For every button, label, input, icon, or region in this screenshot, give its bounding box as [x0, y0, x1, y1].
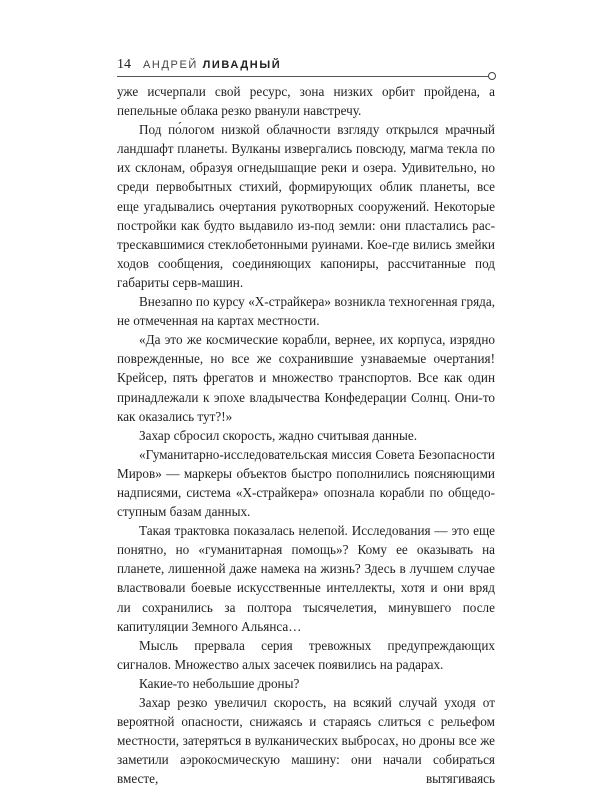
- paragraph: Какие-то небольшие дроны?: [139, 675, 300, 691]
- paragraph: «Да это же космические корабли, вернее, их корпуса, изрядно поврежденные, но все же сохранившие узнаваемые очертания! Крейсер, пять фрегатов и множество транспортов. Все как один принадлежали к эпохе владычества Конфедерации Солнц. Они-то как оказались тут?!»: [117, 332, 495, 424]
- header-rule: [117, 76, 489, 77]
- paragraph: Захар сбросил скорость, жадно считывая данные.: [139, 427, 418, 443]
- paragraph: Внезапно по курсу «Х-страйкера» возникла техногенная гряда, не отмеченная на картах местности.: [117, 294, 495, 329]
- running-header: [117, 57, 497, 81]
- running-head-author: [143, 59, 281, 71]
- paragraph: Мысль прервала серия тревожных предупреждающих сигналов. Множество алых засечек появились на радарах.: [117, 637, 495, 672]
- author-last-name: ЛИВАДНЫЙ: [202, 59, 282, 71]
- paragraph: уже исчерпали свой ресурс, зона низких орбит пройдена, а пепельные облака резко рванули навстречу.: [117, 84, 495, 119]
- page-number: 14: [117, 57, 131, 72]
- paragraph: Такая трактовка показалась нелепой. Исследования — это еще понятно, но «гуманитарная помощь»? Кому ее оказывать на планете, лишенной даже намека на жизнь? Здесь в лучшем случае властвовали боевые искусственные интеллекты, хотя и они вряд ли сохранились за полтора тысячелетия, минувшего после капитуляции Земного Альянса…: [117, 523, 495, 634]
- paragraph: «Гуманитарно-исследовательская миссия Совета Безопасности Миров» — маркеры объектов быстро пополнились поясняющими надписями, система «Х-страйкера» опознала корабли по общедоступным базам данных.: [117, 446, 495, 520]
- paragraph: Захар резко увеличил скорость, на всякий случай уходя от вероятной опасности, снижаясь и стараясь слиться с рельефом местности, затеряться в вулканических выбросах, но дроны все же заметили аэрокосмическую машину: они начали собираться вместе, вытягиваясь: [117, 695, 495, 787]
- paragraph: Под по́логом низкой облачности взгляду открылся мрачный ландшафт планеты. Вулканы извергались повсюду, магма текла по их склонам, образуя огнедышащие реки и озера. Удивительно, но среди первобытных стихий, формирующих облик планеты, все еще угадывались очертания рукотворных сооружений. Некоторые постройки как будто выдавило из-под земли: они пластались растрескавшимися стеклобетонными руинами. Кое-где вились змейки ходов сообщения, соединяющих капониры, рассчитанные под габариты серв-машин.: [117, 122, 495, 290]
- body-text: [117, 82, 495, 788]
- author-first-name: АНДРЕЙ: [143, 59, 198, 71]
- header-rule-end-circle: [488, 72, 496, 80]
